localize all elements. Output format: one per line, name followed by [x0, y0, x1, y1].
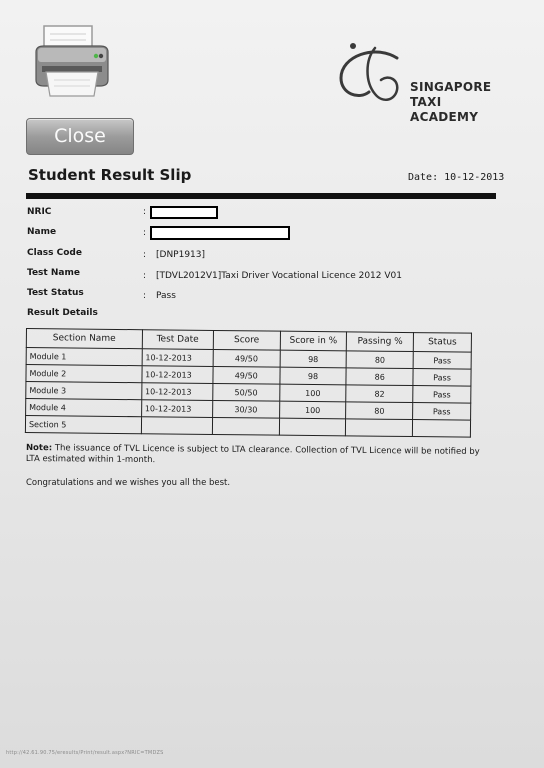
cell-score: 30/30	[212, 400, 279, 418]
name-colon: :	[143, 228, 147, 238]
title-divider	[26, 193, 496, 199]
cell-section: Module 2	[26, 365, 142, 383]
cell-passing-percent: 82	[346, 385, 413, 403]
cell-date: 10-12-2013	[141, 400, 212, 418]
nric-label: NRIC	[27, 207, 52, 217]
close-button[interactable]: Close	[26, 118, 134, 155]
cell-date: 10-12-2013	[141, 383, 212, 401]
test-status-label: Test Status	[27, 288, 84, 298]
cell-date	[141, 417, 212, 435]
test-name-label: Test Name	[27, 268, 80, 278]
cell-passing-percent: 80	[346, 351, 413, 369]
nric-colon: :	[143, 207, 147, 217]
class-code-label: Class Code	[27, 248, 82, 258]
col-score: Score	[213, 330, 280, 350]
cell-date: 10-12-2013	[142, 349, 213, 367]
col-score-percent: Score in %	[280, 331, 347, 351]
printer-icon[interactable]	[30, 22, 114, 102]
footer-url: http://42.61.90.75/eresults/Print/result.aspx?NRIC=TMDZS	[6, 750, 164, 756]
class-code-value: [DNP1913]	[156, 250, 206, 260]
class-code-colon: :	[143, 250, 147, 260]
cell-section: Section 5	[25, 416, 141, 434]
cell-date: 10-12-2013	[142, 366, 213, 384]
note-paragraph	[26, 443, 488, 469]
name-redaction	[150, 226, 290, 240]
congratulations-text: Congratulations and we wishes you all the best.	[26, 478, 231, 488]
cell-score: 49/50	[213, 366, 280, 384]
cell-score-percent: 100	[279, 401, 346, 419]
page-title: Student Result Slip	[28, 166, 192, 184]
table-row	[25, 416, 470, 438]
cell-status: Pass	[413, 352, 471, 370]
cell-score-percent	[279, 418, 346, 436]
results-table	[25, 328, 472, 438]
cell-score-percent: 98	[280, 350, 347, 368]
col-status: Status	[413, 333, 471, 353]
test-name-value: [TDVL2012V1]Taxi Driver Vocational Licence 2012 V01	[156, 271, 402, 281]
slip-date: Date: 10-12-2013	[408, 172, 505, 183]
cell-passing-percent	[346, 419, 413, 437]
cell-section: Module 3	[26, 382, 142, 400]
test-status-value: Pass	[156, 291, 176, 301]
note-label: Note:	[25, 443, 53, 454]
name-label: Name	[27, 227, 57, 237]
org-name: SINGAPORE TAXI ACADEMY	[410, 80, 492, 124]
col-section-name: Section Name	[26, 329, 142, 349]
cell-passing-percent: 86	[346, 368, 413, 386]
cell-score: 50/50	[213, 383, 280, 401]
cell-score	[212, 417, 279, 435]
cell-section: Module 4	[26, 399, 142, 417]
cell-score-percent: 98	[280, 367, 347, 385]
cell-section: Module 1	[26, 348, 142, 366]
cell-status: Pass	[413, 369, 471, 387]
test-status-colon: :	[143, 291, 147, 301]
cell-score-percent: 100	[279, 384, 346, 402]
result-details-heading: Result Details	[27, 308, 98, 318]
col-passing-percent: Passing %	[347, 332, 414, 352]
note-text: The issuance of TVL Licence is subject to LTA clearance. Collection of TVL Licence will be notified by LTA estimated within 1-month.	[25, 443, 480, 466]
cell-passing-percent: 80	[346, 402, 413, 420]
test-name-colon: :	[143, 271, 147, 281]
cell-status: Pass	[413, 386, 471, 404]
nric-redaction	[150, 206, 218, 219]
cell-status: Pass	[413, 403, 471, 421]
col-test-date: Test Date	[142, 330, 213, 350]
cell-status	[413, 420, 471, 438]
cell-score: 49/50	[213, 349, 280, 367]
